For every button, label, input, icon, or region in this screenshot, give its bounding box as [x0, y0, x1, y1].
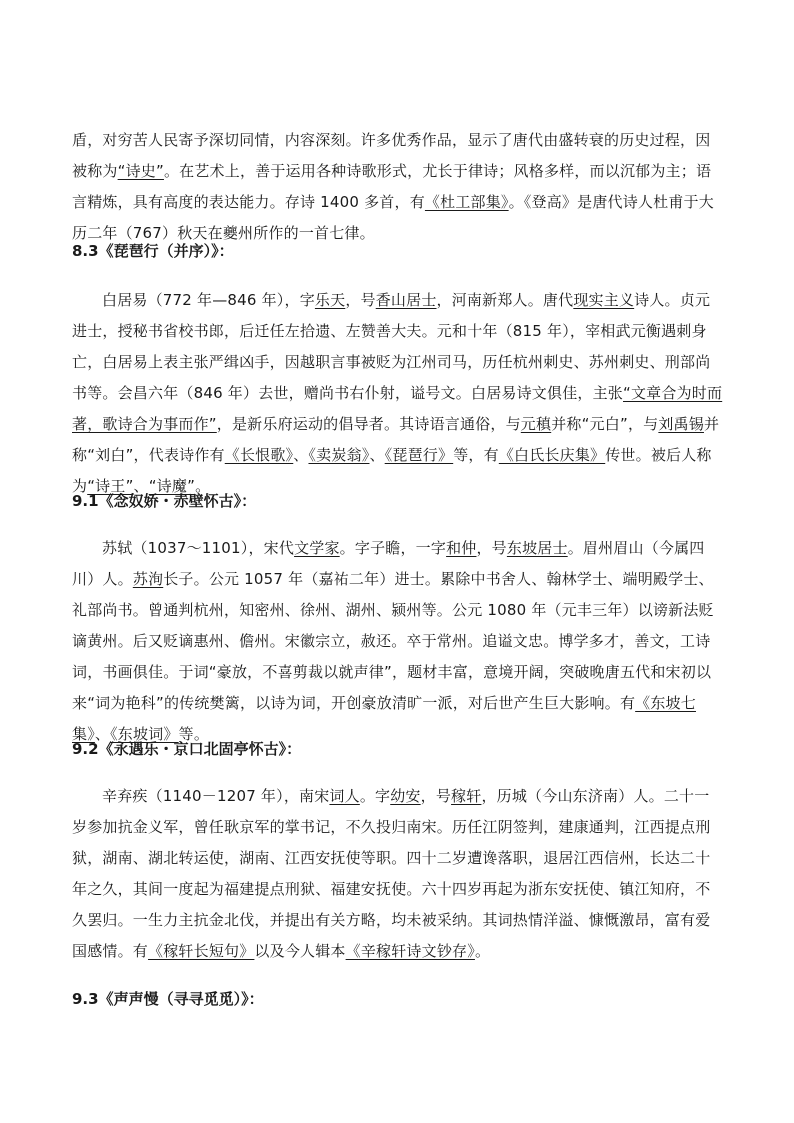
text-run: 以及今人辑本 — [254, 942, 346, 960]
link-term[interactable]: 香山居士 — [375, 291, 437, 309]
text-run: 传世。被后人称为 — [72, 446, 712, 495]
text-run: 。在艺术上，善于运用各种诗歌形式，尤长于律诗；风格多样，而以沉郁为主；语言精炼，具有高度的表达能力。存诗 1400 多首，有 — [72, 162, 712, 211]
section-heading-8-3: 8.3《琵琶行（并序）》： — [72, 242, 234, 260]
text-run: ，号 — [420, 787, 452, 805]
link-term[interactable]: “诗史” — [117, 162, 164, 180]
link-term[interactable]: 《稼轩长短句》 — [148, 942, 255, 960]
link-term[interactable]: 现实主义 — [573, 291, 635, 309]
link-term[interactable]: 《辛稼轩诗文钞存》 — [345, 942, 475, 960]
link-term[interactable]: 苏洵 — [132, 570, 164, 588]
text-run: 。字 — [359, 787, 391, 805]
link-term[interactable]: 刘禹锡 — [658, 415, 704, 433]
su-shi-paragraph — [72, 533, 724, 750]
link-term[interactable]: 元稹 — [520, 415, 552, 433]
text-run: ，号 — [476, 539, 507, 557]
text-run: 苏轼（1037～1101），宋代 — [102, 539, 295, 557]
link-term[interactable]: 《卖炭翁》 — [308, 446, 370, 464]
text-run: 辛弃疾（1140－1207 年），南宋 — [102, 787, 330, 805]
text-run: 白居易（772 年—846 年），字 — [102, 291, 315, 309]
link-term[interactable]: “诗王” — [87, 477, 134, 495]
text-run: 诗人。贞元进士，授秘书省校书郎，后迁任左拾遗、左赞善大夫。元和十年（815 年），宰相武元衡遇刺身亡，白居易上表主张严缉凶手，因越职言事被贬为江州司马，历任杭州刺史、苏州刺史、刑部尚书等。会昌六年（846 年）去世，赠尚书右仆射，谥号文。白居易诗文俱佳，主张 — [72, 291, 711, 402]
bai-juyi-paragraph — [72, 285, 724, 502]
du-fu-paragraph — [72, 125, 724, 249]
text-run: 。眉州眉山（今属四川）人。 — [72, 539, 705, 588]
link-term[interactable]: 稼轩 — [451, 787, 482, 805]
text-run: 并称“刘白”，代表诗作有 — [72, 415, 720, 464]
link-term[interactable]: 《东坡七集》 — [72, 694, 696, 743]
text-run: 。《登高》是唐代诗人杜甫于大历二年（767）秋天在夔州所作的一首七律。 — [72, 193, 714, 242]
link-term[interactable]: 《长恨歌》 — [224, 446, 294, 464]
text-run: 盾，对穷苦人民寄予深切同情，内容深刻。许多优秀作品，显示了唐代由盛转衰的历史过程，因被称为 — [72, 131, 711, 180]
link-term[interactable]: 《白氏长庆集》 — [498, 446, 606, 464]
link-term[interactable]: 词人 — [329, 787, 360, 805]
text-run: ，河南新郑人。唐代 — [436, 291, 574, 309]
section-heading-9-2: 9.2《永遇乐・京口北固亭怀古》： — [72, 740, 302, 758]
text-run: 。 — [474, 942, 491, 960]
text-run: 等，有 — [453, 446, 499, 464]
text-run: 。 — [195, 477, 211, 495]
text-run: 、 — [293, 446, 309, 464]
link-term[interactable]: 《琵琶行》 — [384, 446, 454, 464]
link-term[interactable]: 和仲 — [446, 539, 477, 557]
text-run: 、 — [94, 725, 111, 743]
link-term[interactable]: 《杜工部集》 — [424, 193, 509, 211]
link-term[interactable]: “诗魔” — [148, 477, 196, 495]
text-run: 、 — [369, 446, 385, 464]
section-heading-9-1: 9.1《念奴娇・赤壁怀古》： — [72, 492, 257, 510]
section-heading-9-3: 9.3《声声慢（寻寻觅觅）》： — [72, 990, 264, 1008]
link-term[interactable]: 东坡居士 — [506, 539, 568, 557]
text-run: 等。 — [178, 725, 210, 743]
text-run: ，是新乐府运动的倡导者。其诗语言通俗，与 — [216, 415, 521, 433]
text-run: 长子。公元 1057 年（嘉祐二年）进士。累除中书舍人、翰林学士、端明殿学士、礼部尚书。曾通判杭州，知密州、徐州、湖州、颍州等。公元 1080 年（元丰三年）以谤新法贬谪黄州。后又贬谪惠州、儋州。宋徽宗立，赦还。卒于常州。追谥文忠。博学多才，善文，工诗词，书画俱佳。于词“豪放，不喜剪裁以就声律”，题材丰富，意境开阔，突破晚唐五代和宋初以来“词为艳科”的传统樊篱，以诗为词，开创豪放清旷一派，对后世产生巨大影响。有 — [72, 570, 714, 712]
text-run: 并称“元白”，与 — [551, 415, 659, 433]
text-run: 、 — [133, 477, 149, 495]
xin-qiji-paragraph — [72, 781, 724, 967]
text-run: ，历城（今山东济南）人。二十一岁参加抗金义军，曾任耿京军的掌书记，不久投归南宋。历任江阴签判，建康通判，江西提点刑狱，湖南、湖北转运使，湖南、江西安抚使等职。四十二岁遭谗落职，退居江西信州，长达二十年之久，其间一度起为福建提点刑狱、福建安抚使。六十四岁再起为浙东安抚使、镇江知府，不久罢归。一生力主抗金北伐，并提出有关方略，均未被采纳。其词热情洋溢、慷慨激昂，富有爱国感情。有 — [72, 787, 711, 960]
link-term[interactable]: 《东坡词》 — [110, 725, 179, 743]
text-run: 。字子瞻，一字 — [339, 539, 447, 557]
link-term[interactable]: 乐天 — [314, 291, 346, 309]
link-term[interactable]: 幼安 — [390, 787, 421, 805]
text-run: ，号 — [345, 291, 376, 309]
link-term[interactable]: 文学家 — [294, 539, 340, 557]
link-term[interactable]: “文章合为时而著，歌诗合为事而作” — [72, 384, 723, 433]
